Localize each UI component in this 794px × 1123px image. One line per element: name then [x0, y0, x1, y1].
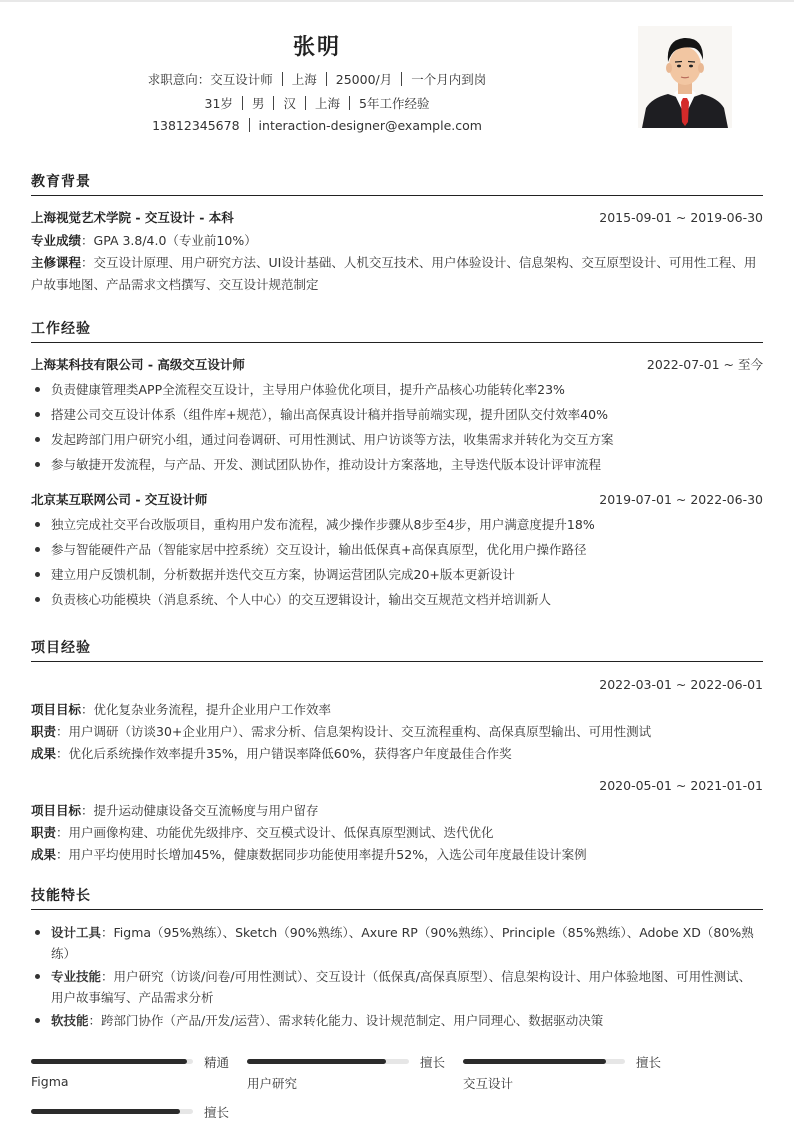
skill-bar-fill — [463, 1059, 606, 1064]
courses-value: ：交互设计原理、用户研究方法、UI设计基础、人机交互技术、用户体验设计、信息架构、交互原型设计、可用性工程、用户故事地图、产品需求文档撰写、交互设计规范制定 — [31, 255, 757, 292]
job-company-title: 上海某科技有限公司 - 高级交互设计师 — [31, 357, 245, 372]
skill-label: 专业技能 — [51, 969, 102, 984]
project-date-row — [31, 774, 763, 798]
skill-label: 软技能 — [51, 1013, 89, 1028]
project-result — [31, 743, 763, 765]
list-item: 负责核心功能模块（消息系统、个人中心）的交互逻辑设计，输出交互规范文档并培训新人 — [31, 587, 763, 612]
age: 31岁 — [204, 96, 233, 111]
skill-level: 擅长 — [420, 1055, 446, 1070]
ethnicity: 汉 — [283, 96, 296, 111]
skill-bar-track — [247, 1059, 409, 1064]
skill-name: Figma — [31, 1074, 69, 1089]
skill-level: 精通 — [204, 1055, 230, 1070]
separator — [282, 72, 283, 86]
list-item: 建立用户反馈机制，分析数据并迭代交互方案，协调运营团队完成20+版本更新设计 — [31, 562, 763, 587]
gpa-value: ：GPA 3.8/4.0（专业前10%） — [81, 233, 257, 248]
duty-label: 职责 — [31, 825, 57, 840]
duty-value: ：用户调研（访谈30+企业用户）、需求分析、信息架构设计、交互流程重构、高保真原型输出、可用性测试 — [56, 724, 652, 739]
list-item: 发起跨部门用户研究小组，通过问卷调研、可用性测试、用户访谈等方法，收集需求并转化为交互方案 — [31, 427, 763, 452]
project-date: 2022-03-01 ~ 2022-06-01 — [599, 677, 763, 692]
education-section — [31, 172, 763, 296]
skill-level: 擅长 — [204, 1105, 230, 1120]
skill-bar-track — [463, 1059, 625, 1064]
job-company-title: 北京某互联网公司 - 交互设计师 — [31, 492, 208, 507]
list-item: 负责健康管理类APP全流程交互设计，主导用户体验优化项目，提升产品核心功能转化率23% — [31, 377, 763, 402]
skill-bar-fill — [31, 1109, 180, 1114]
separator — [249, 118, 250, 132]
skill-text: ：Figma（95%熟练）、Sketch（90%熟练）、Axure RP（90%熟练）、Principle（85%熟练）、Adobe XD（80%熟练） — [51, 925, 754, 961]
duty-value: ：用户画像构建、功能优先级排序、交互模式设计、低保真原型测试、迭代优化 — [56, 825, 494, 840]
work-section — [31, 319, 763, 612]
portrait-icon — [638, 26, 732, 128]
skill-bar-fill — [31, 1059, 187, 1064]
skill-bar-item — [31, 1054, 231, 1098]
job-date: 2019-07-01 ~ 2022-06-30 — [599, 492, 763, 507]
top-border — [0, 0, 794, 2]
result-label: 成果 — [31, 746, 57, 761]
project-goal — [31, 699, 763, 721]
goal-value: ：优化复杂业务流程，提升企业用户工作效率 — [81, 702, 332, 717]
section-title-work: 工作经验 — [31, 319, 763, 343]
gpa-label: 专业成绩 — [31, 233, 82, 248]
skills-section — [31, 886, 763, 1033]
separator — [349, 96, 350, 110]
skill-list — [31, 922, 763, 1031]
separator — [242, 96, 243, 110]
education-row — [31, 206, 763, 230]
section-title-skills: 技能特长 — [31, 886, 763, 910]
school-major-degree: 上海视觉艺术学院 - 交互设计 - 本科 — [31, 210, 234, 225]
skill-bar-item — [463, 1054, 663, 1098]
goal-value: ：提升运动健康设备交互流畅度与用户留存 — [81, 803, 319, 818]
availability: 一个月内到岗 — [411, 72, 487, 87]
list-item — [31, 922, 763, 964]
skill-text: ：跨部门协作（产品/开发/运营）、需求转化能力、设计规范制定、用户同理心、数据驱动决策 — [88, 1013, 604, 1028]
project-date-row — [31, 673, 763, 697]
gpa-line — [31, 230, 763, 252]
education-date: 2015-09-01 ~ 2019-06-30 — [599, 210, 763, 225]
intent-city: 上海 — [291, 72, 317, 87]
job-bullets — [31, 377, 763, 477]
job-intent-line — [0, 70, 634, 88]
project-result — [31, 844, 763, 866]
list-item — [31, 1010, 763, 1031]
job-intent: 求职意向：交互设计师 — [147, 72, 273, 87]
skill-bar-fill — [247, 1059, 386, 1064]
project-date: 2020-05-01 ~ 2021-01-01 — [599, 778, 763, 793]
location: 上海 — [314, 96, 340, 111]
contact-line — [0, 118, 634, 133]
section-title-education: 教育背景 — [31, 172, 763, 196]
courses-line — [31, 252, 763, 296]
list-item: 参与敏捷开发流程，与产品、开发、测试团队协作，推动设计方案落地，主导迭代版本设计评审流程 — [31, 452, 763, 477]
skill-name: 用户研究 — [247, 1076, 298, 1091]
email[interactable]: interaction-designer@example.com — [258, 118, 482, 133]
result-value: ：用户平均使用时长增加45%，健康数据同步功能使用率提升52%，入选公司年度最佳设计案例 — [56, 847, 587, 862]
result-label: 成果 — [31, 847, 57, 862]
result-value: ：优化后系统操作效率提升35%，用户错误率降低60%，获得客户年度最佳合作奖 — [56, 746, 512, 761]
skill-bar-item — [31, 1104, 231, 1123]
separator — [305, 96, 306, 110]
project-goal — [31, 800, 763, 822]
skill-level: 擅长 — [636, 1055, 662, 1070]
section-title-projects: 项目经验 — [31, 638, 763, 662]
job-bullets — [31, 512, 763, 612]
avatar — [638, 26, 732, 128]
goal-label: 项目目标 — [31, 702, 82, 717]
skill-bar-item — [247, 1054, 447, 1098]
separator — [401, 72, 402, 86]
expected-salary: 25000/月 — [335, 72, 393, 87]
list-item: 搭建公司交互设计体系（组件库+规范），输出高保真设计稿并指导前端实现，提升团队交付效率40% — [31, 402, 763, 427]
list-item: 参与智能硬件产品（智能家居中控系统）交互设计，输出低保真+高保真原型，优化用户操作路径 — [31, 537, 763, 562]
experience-years: 5年工作经验 — [359, 96, 430, 111]
skill-text: ：用户研究（访谈/问卷/可用性测试）、交互设计（低保真/高保真原型）、信息架构设计、用户体验地图、可用性测试、用户故事编写、产品需求分析 — [51, 969, 752, 1005]
duty-label: 职责 — [31, 724, 57, 739]
project-duty — [31, 822, 763, 844]
gender: 男 — [251, 96, 265, 111]
project-duty — [31, 721, 763, 743]
skill-name: 交互设计 — [463, 1076, 514, 1091]
job-date: 2022-07-01 ~ 至今 — [646, 357, 763, 372]
separator — [273, 96, 274, 110]
list-item — [31, 966, 763, 1008]
candidate-name: 张明 — [292, 35, 341, 60]
job-row — [31, 353, 763, 377]
skill-label: 设计工具 — [51, 925, 102, 940]
personal-info-line — [0, 94, 634, 112]
list-item: 独立完成社交平台改版项目，重构用户发布流程，减少操作步骤从8步至4步，用户满意度提升18% — [31, 512, 763, 537]
courses-label: 主修课程 — [31, 255, 82, 270]
goal-label: 项目目标 — [31, 803, 82, 818]
projects-section — [31, 638, 763, 866]
phone[interactable]: 13812345678 — [152, 118, 240, 133]
job-row — [31, 488, 763, 512]
skill-bar-track — [31, 1059, 193, 1064]
skill-bar-track — [31, 1109, 193, 1114]
separator — [326, 72, 327, 86]
